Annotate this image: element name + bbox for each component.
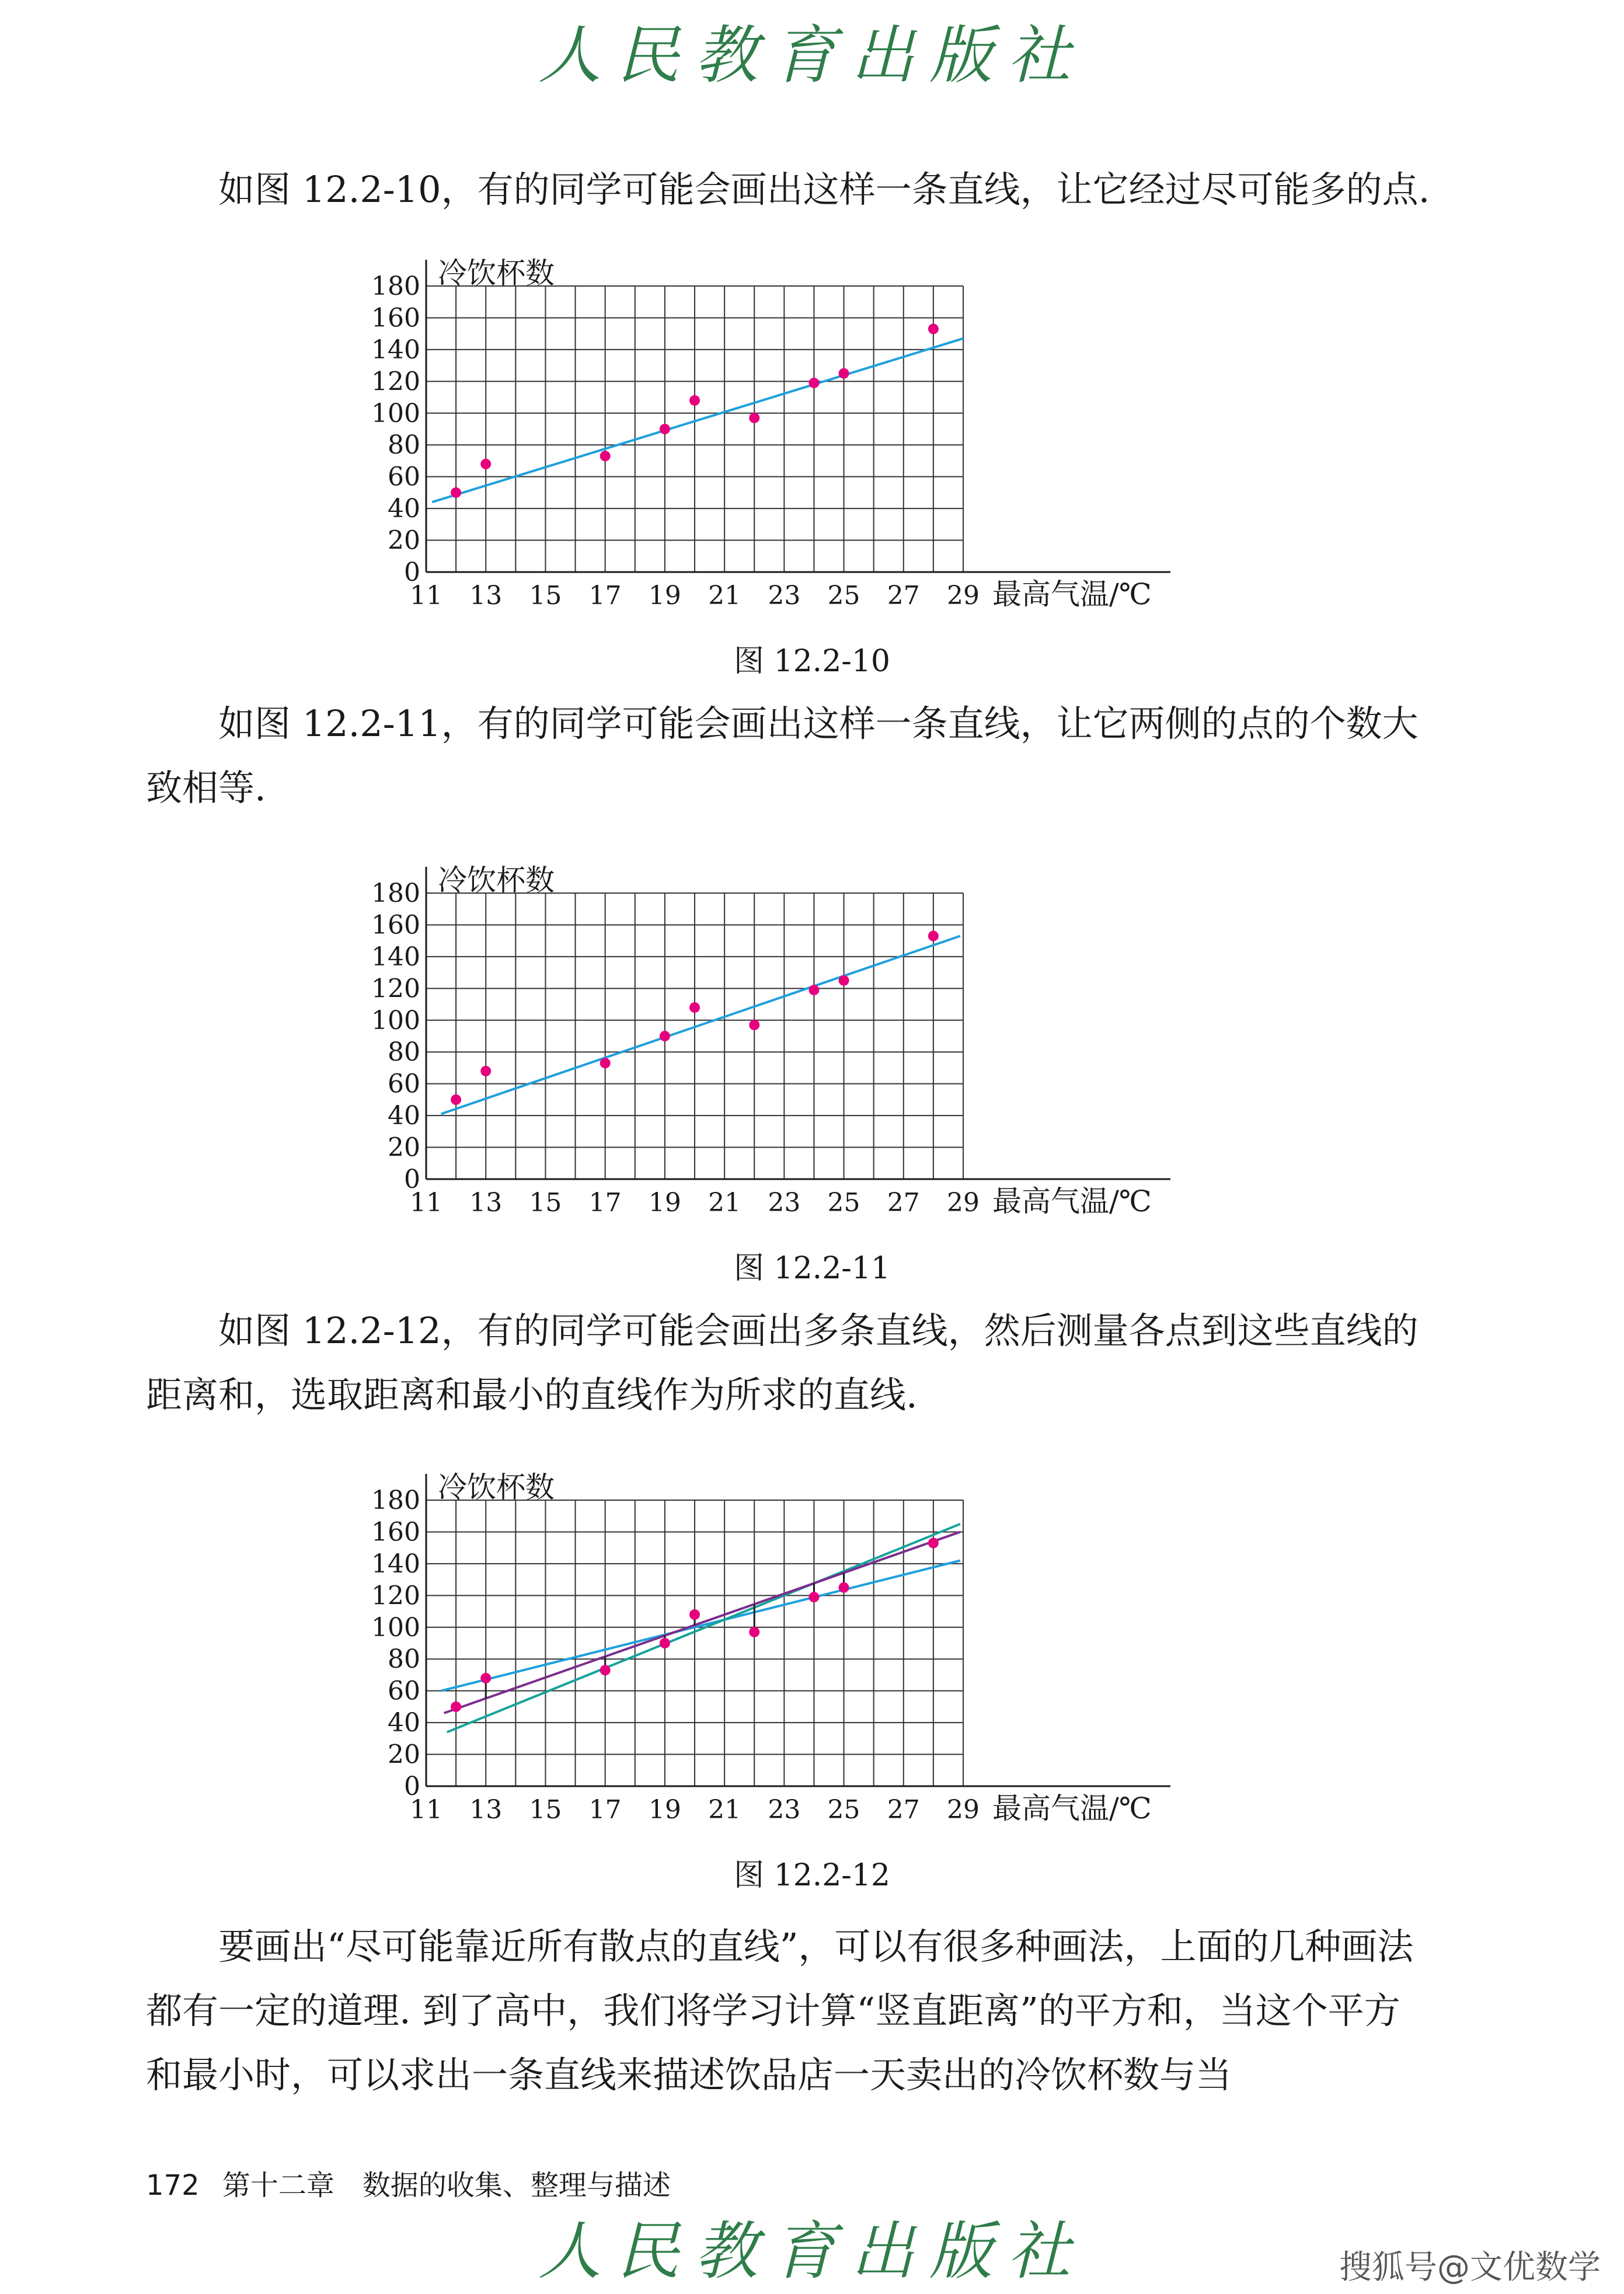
x-tick-label: 29 bbox=[947, 1795, 980, 1825]
y-tick-label: 160 bbox=[371, 1517, 420, 1547]
data-point bbox=[839, 1582, 849, 1593]
x-tick-label: 15 bbox=[529, 1188, 562, 1218]
y-tick-label: 60 bbox=[388, 462, 420, 492]
paragraph-1: 如图 12.2-10，有的同学可能会画出这样一条直线，让它经过尽可能多的点. bbox=[218, 168, 1430, 211]
x-tick-label: 21 bbox=[708, 1188, 741, 1218]
x-axis-label: 最高气温/℃ bbox=[992, 577, 1152, 611]
data-point bbox=[808, 1592, 819, 1602]
data-point bbox=[660, 1638, 670, 1648]
chart-12-2-11 bbox=[371, 852, 1203, 1261]
data-point bbox=[451, 1702, 461, 1712]
y-tick-label: 120 bbox=[371, 1581, 420, 1611]
y-tick-label: 80 bbox=[388, 1037, 420, 1068]
y-tick-label: 40 bbox=[388, 1101, 420, 1131]
x-tick-label: 23 bbox=[768, 1795, 801, 1825]
paragraph-2: 如图 12.2-11，有的同学可能会画出这样一条直线，让它两侧的点的个数大致相等. bbox=[146, 702, 1419, 809]
figure-caption-10: 图 12.2-10 bbox=[733, 644, 891, 679]
data-point bbox=[928, 1538, 939, 1549]
data-point bbox=[689, 1609, 700, 1620]
paragraph-3: 如图 12.2-12，有的同学可能会画出多条直线，然后测量各点到这些直线的距离和，选取距离和最小的直线作为所求的直线. bbox=[146, 1309, 1419, 1416]
fit-line bbox=[444, 1532, 960, 1713]
figure-caption-12: 图 12.2-12 bbox=[733, 1858, 891, 1893]
x-tick-label: 25 bbox=[827, 1795, 860, 1825]
chart-12-2-10 bbox=[371, 245, 1203, 654]
y-tick-label: 0 bbox=[404, 1165, 420, 1194]
x-tick-label: 21 bbox=[708, 1795, 741, 1825]
y-tick-label: 180 bbox=[371, 878, 420, 908]
y-tick-label: 100 bbox=[371, 398, 420, 428]
y-tick-label: 0 bbox=[404, 1772, 420, 1801]
x-axis-label: 最高气温/℃ bbox=[992, 1791, 1152, 1825]
figure-caption-11: 图 12.2-11 bbox=[733, 1251, 891, 1286]
fit-line bbox=[432, 339, 963, 502]
x-tick-label: 11 bbox=[410, 581, 442, 611]
chart-svg bbox=[371, 245, 1203, 654]
y-tick-label: 80 bbox=[388, 430, 420, 461]
y-tick-label: 180 bbox=[371, 1486, 420, 1515]
data-point bbox=[928, 324, 939, 334]
data-point bbox=[749, 1627, 759, 1637]
data-point bbox=[600, 1665, 611, 1675]
data-point bbox=[749, 413, 759, 423]
y-tick-label: 140 bbox=[371, 942, 420, 972]
data-point bbox=[808, 378, 819, 388]
data-point bbox=[480, 459, 491, 469]
data-point bbox=[600, 451, 611, 461]
data-point bbox=[660, 1031, 670, 1041]
y-axis-label: 冷饮杯数 bbox=[438, 863, 555, 897]
y-tick-label: 20 bbox=[388, 1739, 420, 1770]
data-point bbox=[600, 1058, 611, 1068]
y-tick-label: 140 bbox=[371, 1549, 420, 1579]
data-point bbox=[808, 985, 819, 995]
y-tick-label: 120 bbox=[371, 367, 420, 397]
paragraph-4: 要画出“尽可能靠近所有散点的直线”，可以有很多种画法，上面的几种画法都有一定的道理. 到了高中，我们将学习计算“竖直距离”的平方和，当这个平方和最小时，可以求出一条直线来描述饮品店一天卖出的冷饮杯数与当 bbox=[146, 1925, 1414, 2096]
data-point bbox=[689, 395, 700, 406]
x-tick-label: 17 bbox=[588, 581, 622, 611]
y-axis-label: 冷饮杯数 bbox=[438, 256, 555, 290]
x-tick-label: 11 bbox=[410, 1188, 442, 1218]
chart-svg bbox=[371, 852, 1203, 1261]
x-tick-label: 11 bbox=[410, 1795, 442, 1825]
y-tick-label: 160 bbox=[371, 910, 420, 940]
chart-12-2-12 bbox=[371, 1459, 1203, 1868]
y-tick-label: 100 bbox=[371, 1612, 420, 1643]
x-tick-label: 17 bbox=[588, 1795, 622, 1825]
watermark: 搜狐号@文优数学 bbox=[1339, 2248, 1601, 2286]
chapter-title: 第十二章 数据的收集、整理与描述 bbox=[222, 2169, 671, 2202]
x-tick-label: 27 bbox=[887, 581, 920, 611]
publisher-logo-top: 人民教育出版社 bbox=[538, 19, 1086, 92]
y-tick-label: 160 bbox=[371, 303, 420, 333]
x-tick-label: 13 bbox=[469, 1188, 503, 1218]
y-tick-label: 100 bbox=[371, 1005, 420, 1036]
x-axis-label: 最高气温/℃ bbox=[992, 1184, 1152, 1218]
x-tick-label: 19 bbox=[648, 1188, 681, 1218]
x-tick-label: 21 bbox=[708, 581, 741, 611]
page-footer bbox=[146, 2163, 671, 2203]
fit-line bbox=[441, 1560, 960, 1690]
y-tick-label: 80 bbox=[388, 1644, 420, 1675]
fit-line bbox=[441, 936, 960, 1114]
y-tick-label: 40 bbox=[388, 494, 420, 524]
y-tick-label: 60 bbox=[388, 1676, 420, 1706]
y-tick-label: 180 bbox=[371, 271, 420, 301]
x-tick-label: 19 bbox=[648, 1795, 681, 1825]
data-point bbox=[451, 1094, 461, 1105]
x-tick-label: 23 bbox=[768, 1188, 801, 1218]
publisher-logo-bottom: 人民教育出版社 bbox=[538, 2215, 1086, 2288]
x-tick-label: 25 bbox=[827, 1188, 860, 1218]
data-point bbox=[480, 1066, 491, 1076]
x-tick-label: 17 bbox=[588, 1188, 622, 1218]
data-point bbox=[451, 487, 461, 498]
data-point bbox=[480, 1673, 491, 1683]
x-tick-label: 25 bbox=[827, 581, 860, 611]
y-tick-label: 140 bbox=[371, 334, 420, 365]
y-tick-label: 40 bbox=[388, 1708, 420, 1738]
y-tick-label: 20 bbox=[388, 1132, 420, 1163]
x-tick-label: 29 bbox=[947, 581, 980, 611]
page-number: 172 bbox=[146, 2169, 200, 2202]
x-tick-label: 15 bbox=[529, 1795, 562, 1825]
data-point bbox=[689, 1002, 700, 1013]
y-axis-label: 冷饮杯数 bbox=[438, 1470, 555, 1504]
y-tick-label: 20 bbox=[388, 525, 420, 556]
x-tick-label: 29 bbox=[947, 1188, 980, 1218]
data-point bbox=[660, 424, 670, 434]
data-point bbox=[749, 1020, 759, 1030]
fit-line bbox=[447, 1524, 960, 1732]
data-point bbox=[839, 368, 849, 379]
chart-svg bbox=[371, 1459, 1203, 1868]
x-tick-label: 13 bbox=[469, 581, 503, 611]
x-tick-label: 19 bbox=[648, 581, 681, 611]
y-tick-label: 120 bbox=[371, 974, 420, 1004]
x-tick-label: 27 bbox=[887, 1795, 920, 1825]
x-tick-label: 27 bbox=[887, 1188, 920, 1218]
x-tick-label: 23 bbox=[768, 581, 801, 611]
y-tick-label: 0 bbox=[404, 557, 420, 587]
data-point bbox=[928, 931, 939, 942]
data-point bbox=[839, 975, 849, 986]
y-tick-label: 60 bbox=[388, 1069, 420, 1099]
x-tick-label: 15 bbox=[529, 581, 562, 611]
x-tick-label: 13 bbox=[469, 1795, 503, 1825]
